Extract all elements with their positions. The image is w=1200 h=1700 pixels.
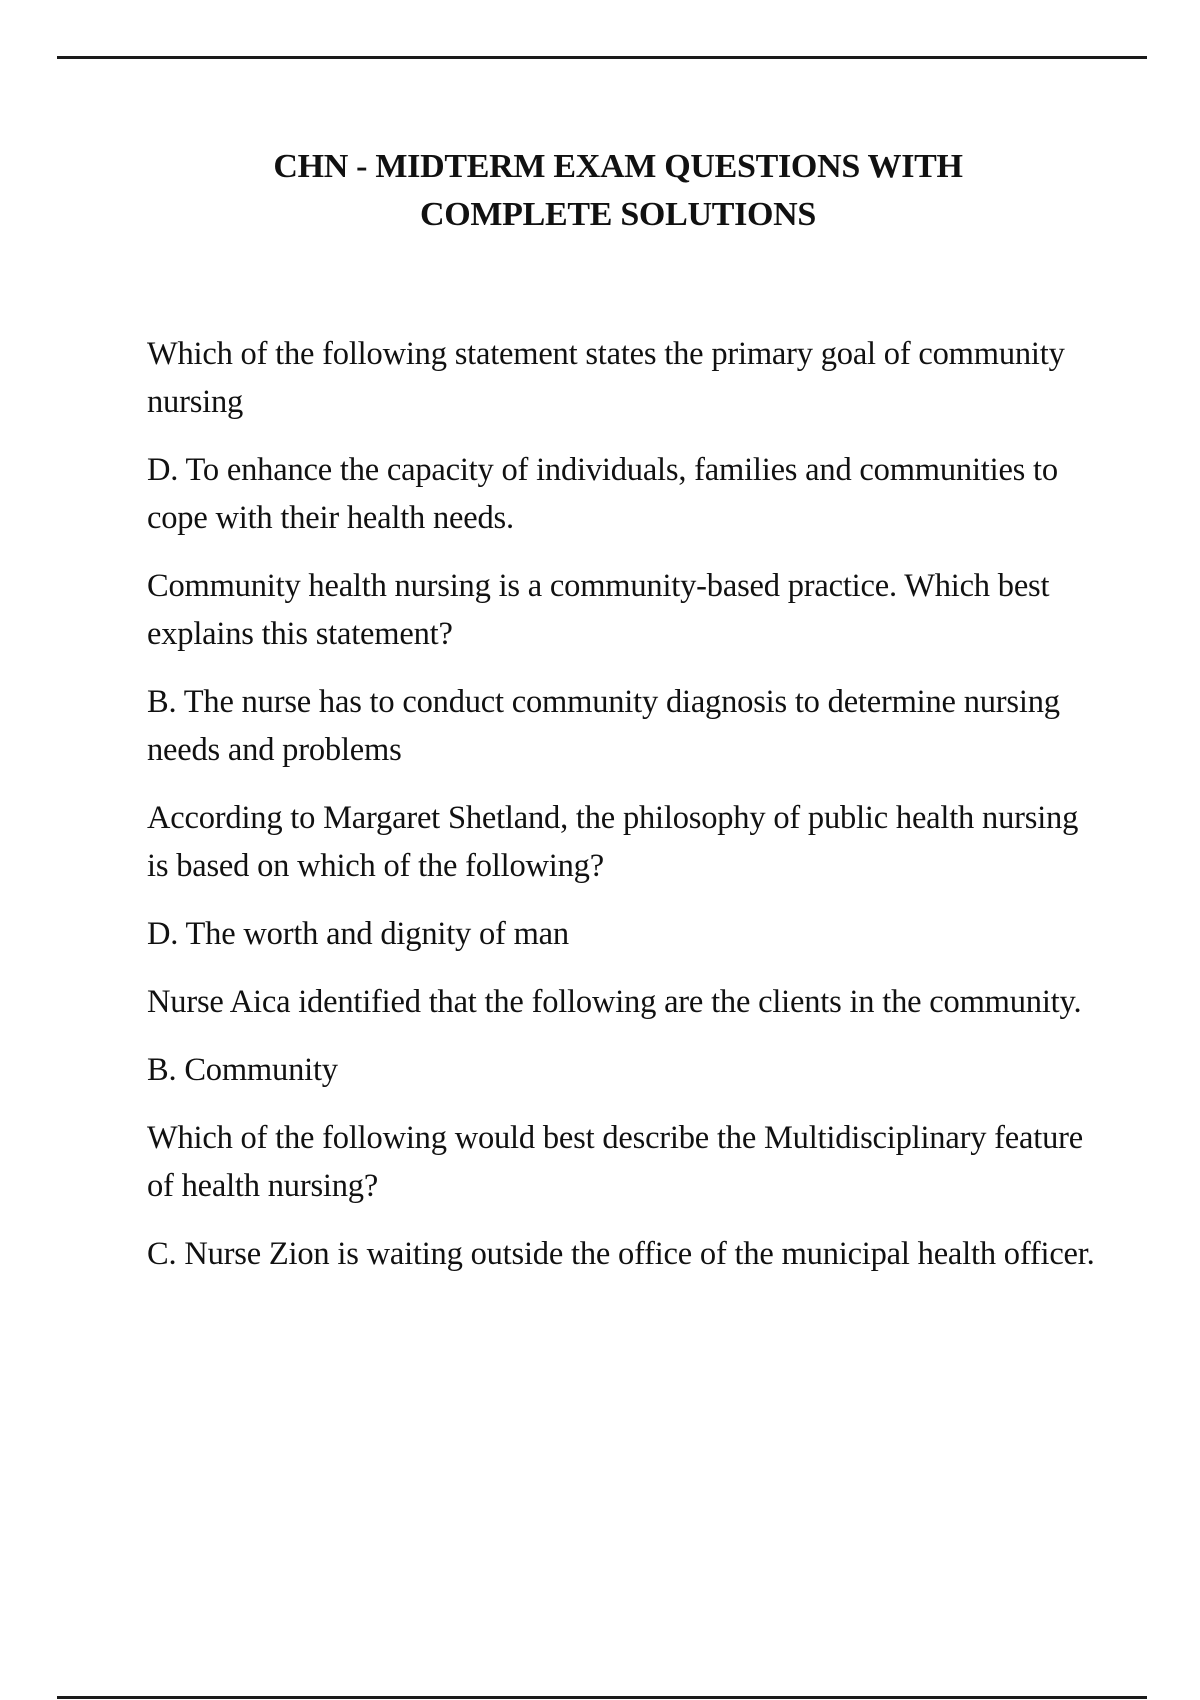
title-line-1: CHN - MIDTERM EXAM QUESTIONS WITH [273,148,963,185]
question-text: According to Margaret Shetland, the philosophy of public health nursing is based on which of the following? [147,800,1079,884]
answer-text: B. Community [147,1052,338,1088]
question-text: Community health nursing is a community-based practice. Which best explains this statement? [147,568,1050,652]
answer-text: D. The worth and dignity of man [147,916,569,952]
answer-text: C. Nurse Zion is waiting outside the office of the municipal health officer. [147,1236,1095,1272]
document-body [147,330,1107,1298]
question-text: Nurse Aica identified that the following are the clients in the community. [147,984,1082,1020]
footer-rule [57,1696,1147,1699]
answer-text: D. To enhance the capacity of individuals, families and communities to cope with their health needs. [147,452,1058,536]
title-line-2: COMPLETE SOLUTIONS [419,196,817,233]
header-rule [57,56,1147,59]
document-title [0,143,1200,239]
question-text: Which of the following would best describe the Multidisciplinary feature of health nursing? [147,1120,1083,1204]
answer-text: B. The nurse has to conduct community diagnosis to determine nursing needs and problems [147,684,1060,768]
question-text: Which of the following statement states the primary goal of community nursing [147,336,1065,420]
